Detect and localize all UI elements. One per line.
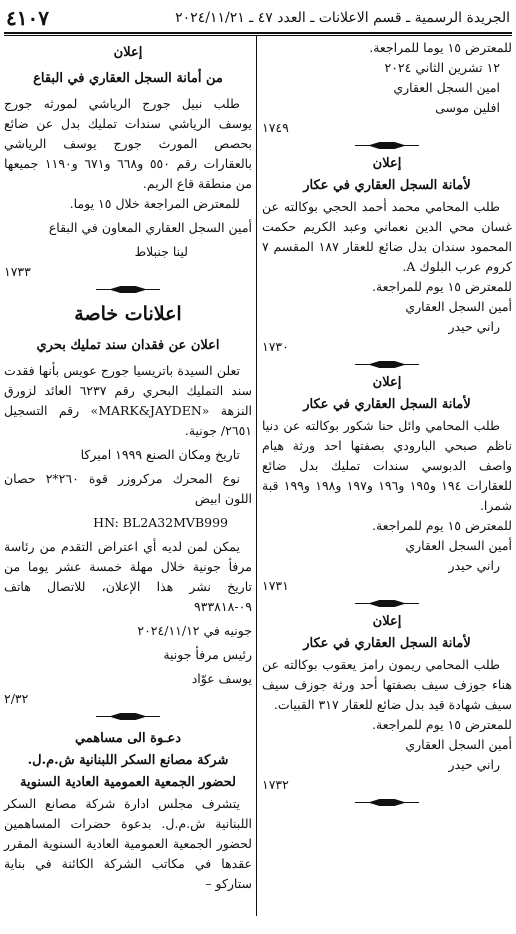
notice-body: طلب المحامي ريمون رامز يعقوب بوكالته عن هناء جوزف سيف بصفتها أحد ورثة جوزف سيف سيف شهادة قيد بدل ضائع للعقار ٣١٧ القبيات. [262, 657, 512, 712]
ornament-divider [96, 286, 160, 293]
notice-objection: للمعترض ١٥ يوم للمراجعة. [371, 518, 512, 533]
company-name: شركة مصانع السكر اللبنانية ش.م.ل. [27, 753, 229, 768]
manufacture-info: تاريخ ومكان الصنع ١٩٩٩ اميركا [80, 447, 240, 462]
ornament-divider [355, 142, 419, 149]
notice-label: إعلان [372, 614, 402, 629]
objection-notice: يمكن لمن لديه أي اعتراض التقدم من رئاسة مرفأ جونية خلال مهلة خمسة عشر يوما من تاريخ نشر هذا الإعلان، للاتصال هاتف ٠٩-٩٣٣٨١٨ [4, 539, 252, 614]
notice-reference: ١٧٣٠ [262, 339, 289, 354]
notice-heading: من أمانة السجل العقاري في البقاع [33, 71, 223, 86]
ornament-divider [355, 600, 419, 607]
continued-objection-line: للمعترض ١٥ يوما للمراجعة. [369, 40, 512, 55]
notice-shareholders-invitation [4, 728, 252, 894]
ornament-divider [355, 799, 419, 806]
notice-body: طلب نبيل جورج الرياشي لمورثه جورج يوسف الرياشي سندات تمليك بدل عن ضائع بحصص المورث جورج يوسف الرياشي بالعقارات رقم ٥٥٠ و٦٦٨ و٦٧١ و١١٩٠ جميعها من منطقة قاع الريم. [4, 96, 252, 191]
notice-heading: لأمانة السجل العقاري في عكار [303, 636, 471, 651]
notice-signer-title: رئيس مرفأ جونية [163, 647, 252, 662]
ornament-divider [355, 361, 419, 368]
notice-signer-title: أمين السجل العقاري [405, 737, 512, 752]
page-number: ٤١٠٧ [6, 6, 49, 30]
notice-body: يتشرف مجلس ادارة شركة مصانع السكر اللبنانية ش.م.ل. بدعوة حضرات المساهمين لحضور الجمعية العمومية العادية السنوية المقرر عقدها في مكاتب الشركة الكائنة في بناية ستاركو – [4, 796, 252, 891]
notice-heading: لحضور الجمعية العمومية العادية السنوية [20, 775, 236, 790]
notice-label: إعلان [113, 45, 143, 60]
notice-akkar-1 [262, 153, 512, 357]
section-title: اعلانات خاصة [74, 303, 182, 325]
notice-reference: ١٧٣١ [262, 578, 289, 593]
ornament-divider [96, 713, 160, 720]
engine-info: نوع المحرك مركروزر قوة ٢٦٠*٢ حصان اللون ابيض [4, 471, 252, 506]
right-column [262, 38, 512, 810]
notice-objection: للمعترض ١٥ يوم للمراجعة. [371, 279, 512, 294]
hull-id [4, 513, 252, 533]
notice-heading: اعلان عن فقدان سند تمليك بحري [36, 338, 220, 353]
notice-heading: لأمانة السجل العقاري في عكار [303, 397, 471, 412]
notice-signer-name: راني حيدر [448, 757, 500, 772]
header-rule-bottom [4, 35, 512, 36]
notice-body: طلب المحامي وائل حنا شكور بوكالته عن دنيا ناظم صبحي البارودي بصفتها احد ورثة هيام واصف الدبوسي سندات تمليك بدل ضائع للعقارات ١٩٤ و١٩٥ و١٩٦ و١٩٧ و١٩٨ و١٩٩ قبة شمرا. [262, 418, 512, 513]
notice-akkar-2 [262, 372, 512, 596]
notice-label: إعلان [372, 156, 402, 171]
notice-body: طلب المحامي محمد أحمد الحجي بوكالته عن غسان محي الدين نعماني وعبد الكريم حكمت المحمود سندان بدل ضائع للعقار ١٨٧ المقسم ٧ كروم عرب البلوك A. [262, 199, 512, 274]
continued-signer-title: امين السجل العقاري [393, 80, 500, 95]
notice-signer-name: يوسف عوّاد [191, 671, 252, 686]
notice-label: إعلان [372, 375, 402, 390]
notice-reference: ١٧٣٢ [262, 777, 289, 792]
left-column [4, 38, 252, 894]
notice-reference: ٢/٣٢ [4, 691, 29, 706]
invitation-label: دعـوة الى مساهمي [74, 731, 182, 746]
notice-signer-title: أمين السجل العقاري [405, 299, 512, 314]
page-header [4, 6, 512, 32]
notice-signer-title: أمين السجل العقاري [405, 538, 512, 553]
notice-reference: ١٧٤٩ [262, 120, 289, 135]
notice-heading: لأمانة السجل العقاري في عكار [303, 178, 471, 193]
notice-bekaa [4, 38, 252, 282]
notice-signer-title: أمين السجل العقاري المعاون في البقاع [48, 220, 252, 235]
notice-signer-name: لينا جنبلاط [134, 244, 188, 259]
notice-objection: للمعترض ١٥ يوم للمراجعة. [371, 717, 512, 732]
continued-signer-name: افلين موسى [435, 100, 500, 115]
notice-objection: للمعترض المراجعة خلال ١٥ يوما. [69, 196, 240, 211]
notice-lost-marine-deed [4, 335, 252, 709]
continued-date: ١٢ تشرين الثاني ٢٠٢٤ [384, 60, 500, 75]
column-divider [256, 36, 257, 916]
hull-id-text: HN: BL2A32MVB999 [93, 515, 228, 530]
notice-body: تعلن السيدة باتريسيا جورج عويس بأنها فقدت سند التمليك البحري رقم ٦٢٣٧ العائد لزورق النزهة «MARK&JAYDEN» رقم التسجيل ٢٦٥١/ جونية. [4, 363, 253, 438]
header-rule-top [4, 32, 512, 34]
notice-akkar-3 [262, 611, 512, 795]
notice-signer-name: راني حيدر [448, 558, 500, 573]
notice-signer-name: راني حيدر [448, 319, 500, 334]
notice-reference: ١٧٣٣ [4, 264, 31, 279]
header-title: الجريدة الرسمية ـ قسم الاعلانات ـ العدد ٤٧ ـ ٢٠٢٤/١١/٢١ [175, 10, 510, 26]
place-date: جونيه في ٢٠٢٤/١١/١٢ [137, 623, 252, 638]
